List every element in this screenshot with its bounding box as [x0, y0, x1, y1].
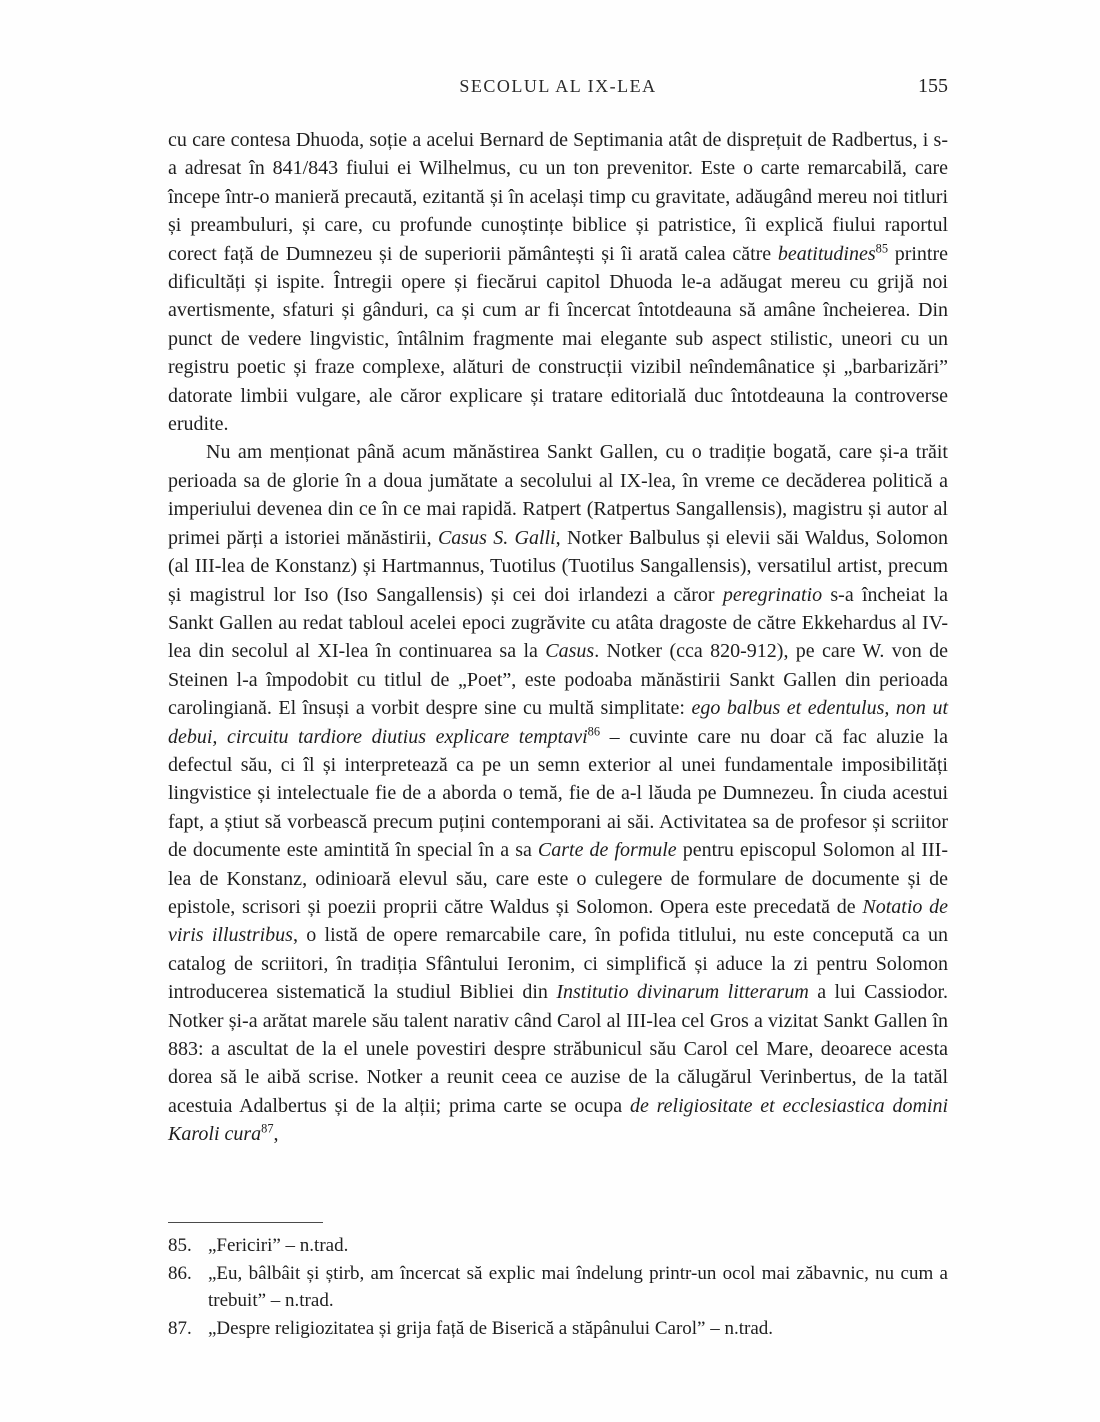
footnote-text: „Eu, bâlbâit și știrb, am încercat să explic mai îndelung printr-un ocol mai zăbavnic, nu cum a trebuit” – n.trad. [208, 1262, 948, 1311]
italic-phrase: beatitudines [777, 242, 876, 265]
text-run: a lui Cassiodor. Notker și-a arătat marele său talent narativ când Carol al III-lea cel Gros a vizitat Sankt Gallen în 883: a ascultat de la el unele povestiri despre străbunicul său Carol cel Mare, deoarece acesta dorea să le aibă scrise. Notker a reunit ceea ce auzise de la călugărul Verinbertus, de la tatăl acestuia Adalbertus și de la alții; prima carte se ocupa [168, 981, 949, 1117]
text-run: s-a încheiat la Sankt Gallen au redat tabloul acelei epoci zugrăvite cu atâta dragoste de către Ekkehardus al IV-lea din secolul al XI-lea în continuarea sa la [168, 583, 949, 663]
italic-phrase: de religiositate et ecclesiastica domini Karoli cura [168, 1094, 949, 1146]
footnote-item [168, 1232, 948, 1260]
footnote-number: 85. [168, 1235, 192, 1256]
italic-phrase: peregrinatio [722, 583, 823, 606]
footnote-number: 87. [168, 1317, 192, 1339]
italic-phrase: Institutio divinarum litterarum [556, 981, 809, 1004]
footnote-separator [168, 1222, 323, 1223]
italic-phrase: Notatio de viris illustribus [168, 895, 948, 947]
paragraph [168, 438, 948, 1148]
footnote-item [168, 1315, 948, 1343]
text-run: . Notker (cca 820-912), pe care W. von de Steinen l-a împodobit cu titlul de „Poet”, este podoaba mănăstirii Sankt Gallen din perioada carolingiană. El însuși a vorbit despre sine cu multă simplitate: [168, 640, 949, 720]
text-run: – cuvinte care nu doar că fac aluzie la defectul său, ci îl și interpretează ca pe un semn exterior al unei fundamentale imposibilități lingvistice și intelectuale fie de a aborda o temă, fie de a-l lăuda pe Dumnezeu. În ciuda acestui fapt, a știut să vorbească precum puțini contemporani ai săi. Activitatea sa de profesor și scriitor de documente este amintită în special în a sa [168, 725, 948, 862]
running-header: SECOLUL AL IX-LEA [459, 76, 657, 96]
footnotes [168, 1222, 948, 1342]
footnote-ref: 87 [261, 1121, 274, 1136]
italic-phrase: Casus [545, 640, 595, 663]
italic-phrase: ego balbus et edentulus, non ut debui, circuitu tardiore diutius explicare temptavi [168, 697, 948, 748]
footnote-ref: 86 [587, 723, 601, 738]
text-run: Nu am menționat până acum mănăstirea Sankt Gallen, cu o tradiție bogată, care și-a trăit perioada sa de glorie în a doua jumătate a secolului al IX-lea, în vreme ce decăderea politică a imperiului devenea din ce în ce mai rapidă. Ratpert (Ratpertus Sangallensis), magistru și autor al primei părți a istoriei mănăstirii, [168, 441, 948, 549]
paragraph [168, 126, 948, 438]
footnote-number: 86. [168, 1262, 192, 1284]
footnote-item [168, 1260, 948, 1315]
footnote-list [168, 1232, 948, 1342]
italic-phrase: Casus S. Galli [437, 526, 556, 549]
text-run: , [273, 1123, 279, 1146]
footnote-text: „Despre religiozitatea și grija față de Biserică a stăpânului Carol” – n.trad. [208, 1317, 774, 1339]
text-run: pentru episcopul Solomon al III-lea de Konstanz, odinioară elevul său, care este o culegere de formulare de documente și de epistole, scrisori și poezii proprii către Waldus și Solomon. Opera este precedată de [168, 839, 948, 918]
italic-phrase: Carte de formule [537, 839, 677, 862]
footnote-text: „Fericiri” – n.trad. [208, 1235, 349, 1256]
footnote-ref: 85 [875, 240, 889, 255]
body-text [168, 126, 948, 1149]
text-run: , Notker Balbulus și elevii săi Waldus, Solomon (al III-lea de Konstanz) și Hartmannus, Tuotilus (Tuotilus Sangallensis), versatilul artist, precum și magistrul lor Iso (Iso Sangallensis) și cei doi irlandezi a căror [168, 526, 949, 606]
text-run: cu care contesa Dhuoda, soție a acelui Bernard de Septimania atât de disprețuit de Radbertus, i s-a adresat în 841/843 fiului ei Wilhelmus, cu un ton prevenitor. Este o carte remarcabilă, care începe într-o manieră precaută, ezitantă și în același timp cu gravitate, adăugând mereu noi titluri și preambuluri, și care, cu profunde cunoștințe biblice și patristice, îi explică fiului raportul corect față de Dumnezeu și de superiorii pământești și îi arată calea către [168, 129, 948, 265]
text-run: printre dificultăți și ispite. Întregii opere și fiecărui capitol Dhuoda le-a adăugat mereu cu grijă noi avertismente, sfaturi și gânduri, ca și cum ar fi încercat întotdeauna să amâne încheierea. Din punct de vedere lingvistic, întâlnim fragmente mai elegante sub aspect stilistic, uneori cu un registru poetic și fraze complexe, alături de construcții vizibil neîndemânatice și „barbarizări” datorate limbii vulgare, ale căror explicare și tratare editorială duc întotdeauna la controverse erudite. [168, 242, 949, 436]
page-number: 155 [918, 75, 948, 97]
text-run: , o listă de opere remarcabile care, în pofida titlului, nu este concepută ca un catalog de scriitori, în tradiția Sfântului Ieronim, ci simplifică și aduce la zi pentru Solomon introducerea sistematică la studiul Bibliei din [168, 924, 948, 1004]
